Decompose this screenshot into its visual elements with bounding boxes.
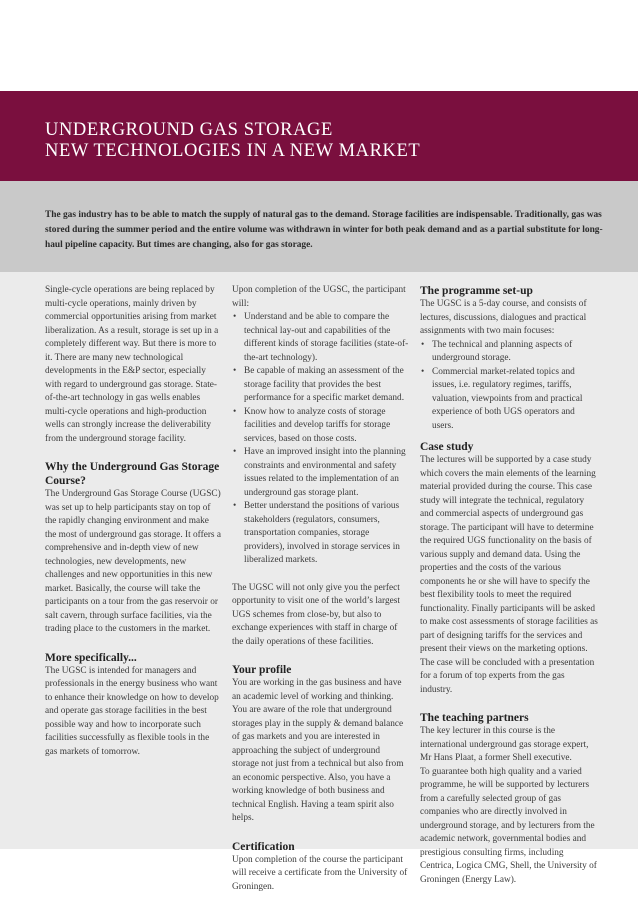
- list-item: • Have an improved insight into the planning constraints and environmental and safety issues related to the implementation of an underground gas storage plant.: [233, 447, 406, 498]
- paragraph: The UGSC is a 5-day course, and consists of lectures, discussions, dialogues and practical assignments with two main focuses:: [420, 299, 587, 336]
- paragraph: Single-cycle operations are being replaced by multi-cycle operations, mainly driven by commercial opportunities arising from market liberalization. As a result, storage is set up in a completely different way. But there is more to it. There are many new technological developments in the E&P sector, especially with regard to underground gas storage. State-of-the-art technology in gas wells enables multi-cycle operations and high-production wells can strongly increase the deliverability from the underground storage facility.: [45, 285, 219, 444]
- paragraph: The UGSC will not only give you the perfect opportunity to visit one of the world’s largest UGS schemes from close-by, but also to exchange experiences with staff in charge of the daily operations of these facilities.: [232, 582, 400, 647]
- title-line-2: NEW TECHNOLOGIES IN A NEW MARKET: [45, 141, 421, 161]
- bullet-icon: •: [421, 339, 425, 350]
- list-item: • The technical and planning aspects of underground storage.: [421, 339, 573, 363]
- list-item: • Better understand the positions of various stakeholders (regulators, consumers, transportation companies, storage providers), involved in storage services in liberalized markets.: [233, 501, 400, 565]
- list-item: • Commercial market-related topics and issues, i.e. regulatory regimes, tariffs, valuation, viewpoints from and practical experience of both UGS operators and users.: [421, 366, 583, 431]
- focus-list: [420, 339, 598, 434]
- heading-why-course: Why the Underground Gas Storage Course?: [45, 461, 220, 487]
- bullet-icon: •: [233, 366, 237, 376]
- heading-certification: Certification: [232, 840, 295, 853]
- bullet-icon: •: [421, 366, 425, 377]
- paragraph: The key lecturer in this course is the international underground gas storage expert, Mr Hans Plaat, a former Shell executive.: [420, 726, 589, 763]
- bullet-icon: •: [233, 501, 237, 511]
- outcomes-list: [232, 311, 409, 568]
- heading-more-specifically: More specifically...: [45, 651, 137, 664]
- bullet-icon: •: [233, 406, 237, 417]
- paragraph: You are working in the gas business and have an academic level of working and thinking. You are aware of the role that underground storages play in the supply & demand balance of gas markets and you are interested in approaching the subject of underground storage not just from a technical but also from an economic perspective. Also, you have a working knowledge of both business and technical English. Having a team spirit also helps.: [232, 678, 404, 823]
- bullet-icon: •: [233, 447, 237, 457]
- paragraph: The lectures will be supported by a case study which covers the main elements of the learning material provided during the course. This case study will integrate the technical, regulatory and commercial aspects of underground gas storage. The participant will have to determine the required UGS functionality on the basis of various supply and demand data. Using the properties and the costs of the various components he or she will have to specify the best flexibility tools to meet the required functionality. Finally participants will be asked to make cost assessments of storage facilities as part of designing tariffs for the services and present their views on the marketing options. The case will be concluded with a presentation for a forum of top experts from the gas industry.: [420, 455, 598, 695]
- paragraph: To guarantee both high quality and a varied programme, he will be supported by lecturers from a carefully selected group of gas companies who are directly involved in underground storage, and by lecturers from the academic network, governmental bodies and prestigious consulting firms, including Centrica, Logica CMG, Shell, the University of Groningen (Energy Law).: [420, 766, 597, 885]
- list-item: • Know how to analyze costs of storage facilities and develop tariffs for storage services, based on those costs.: [233, 406, 391, 444]
- heading-teaching-partners: The teaching partners: [420, 712, 529, 724]
- column-2: [232, 284, 409, 894]
- list-item: • Understand and be able to compare the technical lay-out and capabilities of the different kinds of storage facilities (state-of-the-art technology).: [233, 312, 409, 363]
- intro-paragraph: The gas industry has to be able to match the supply of natural gas to the demand. Storage facilities are indispensable. Traditionally, gas was stored during the summer period and the entire volume was withdrawn in winter for both peak demand and as a partial substitute for long-haul pipeline capacity. But times are changing, also for gas storage.: [45, 210, 603, 250]
- paragraph: Upon completion of the course the participant will receive a certificate from the University of Groningen.: [232, 854, 408, 892]
- column-3: [420, 284, 598, 887]
- list-item: • Be capable of making an assessment of the storage facility that provides the best performance for a specific market demand.: [233, 366, 405, 403]
- column-1: [45, 284, 222, 759]
- heading-case-study: Case study: [420, 441, 474, 453]
- heading-programme: The programme set-up: [420, 285, 533, 297]
- heading-your-profile: Your profile: [232, 664, 292, 676]
- paragraph: The UGSC is intended for managers and professionals in the energy business who want to enhance their knowledge on how to develop and operate gas storage facilities in the best possible way and how to incorporate such facilities successfully as flexible tools in the gas markets of tomorrow.: [45, 665, 219, 757]
- paragraph: Upon completion of the UGSC, the participant will:: [232, 285, 406, 309]
- paragraph: The Underground Gas Storage Course (UGSC) was set up to help participants stay on top of the rapidly changing environment and make the most of underground gas storage. It offers a comprehensive and in-depth view of new technologies, new developments, new challenges and new opportunities in this new market. Basically, the course will take the participants on a tour from the gas reservoir or salt cavern, through surface facilities, via the trading place to the customers in the market.: [45, 489, 221, 634]
- title-line-1: UNDERGROUND GAS STORAGE: [45, 120, 333, 140]
- bullet-icon: •: [233, 312, 237, 322]
- page-title: [45, 120, 420, 162]
